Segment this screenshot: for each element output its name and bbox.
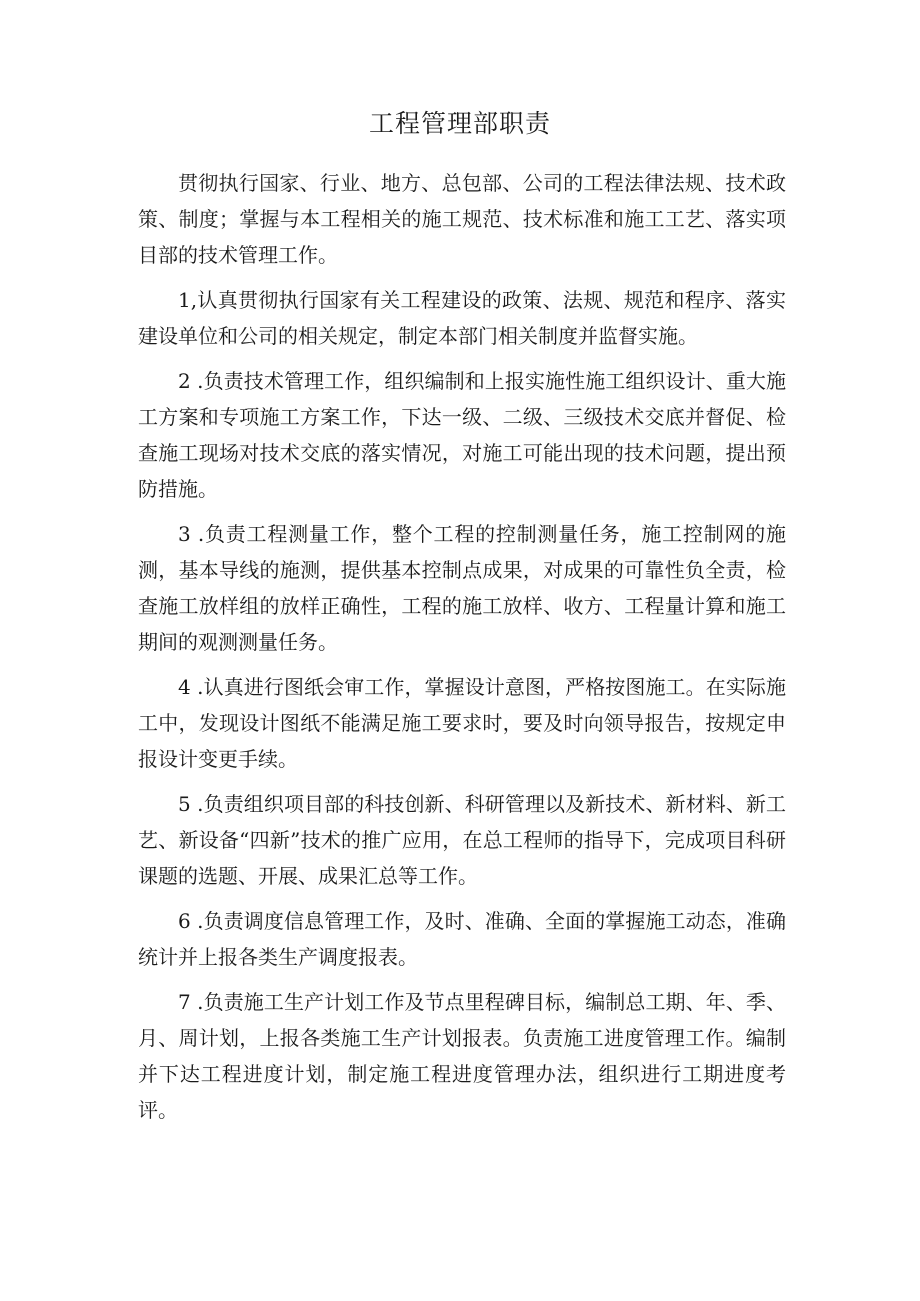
paragraph-item-5: 5 .负责组织项目部的科技创新、科研管理以及新技术、新材料、新工艺、新设备“四新”技术的推广应用，在总工程师的指导下，完成项目科研课题的选题、开展、成果汇总等工作。 xyxy=(138,792,786,888)
document-body xyxy=(138,165,786,1137)
paragraph-item-6: 6 .负责调度信息管理工作，及时、准确、全面的掌握施工动态，准确统计并上报各类生产调度报表。 xyxy=(138,909,786,969)
paragraph-intro: 贯彻执行国家、行业、地方、总包部、公司的工程法律法规、技术政策、制度；掌握与本工程相关的施工规范、技术标准和施工工艺、落实项目部的技术管理工作。 xyxy=(138,171,786,267)
paragraph-item-7: 7 .负责施工生产计划工作及节点里程碑目标，编制总工期、年、季、月、周计划，上报各类施工生产计划报表。负责施工进度管理工作。编制并下达工程进度计划，制定施工程进度管理办法，组织进行工期进度考评。 xyxy=(138,990,786,1122)
document-title: 工程管理部职责 xyxy=(368,109,551,138)
paragraph-item-2: 2 .负责技术管理工作，组织编制和上报实施性施工组织设计、重大施工方案和专项施工方案工作，下达一级、二级、三级技术交底并督促、检查施工现场对技术交底的落实情况，对施工可能出现的技术问题，提出预防措施。 xyxy=(138,369,786,501)
paragraph-item-4: 4 .认真进行图纸会审工作，掌握设计意图，严格按图施工。在实际施工中，发现设计图纸不能满足施工要求时，要及时向领导报告，按规定申报设计变更手续。 xyxy=(138,675,786,771)
paragraph-item-1: 1,认真贯彻执行国家有关工程建设的政策、法规、规范和程序、落实建设单位和公司的相关规定，制定本部门相关制度并监督实施。 xyxy=(138,288,786,348)
paragraph-item-3: 3 .负责工程测量工作，整个工程的控制测量任务，施工控制网的施测，基本导线的施测，提供基本控制点成果，对成果的可靠性负全责，检查施工放样组的放样正确性，工程的施工放样、收方、工程量计算和施工期间的观测测量任务。 xyxy=(138,522,786,654)
